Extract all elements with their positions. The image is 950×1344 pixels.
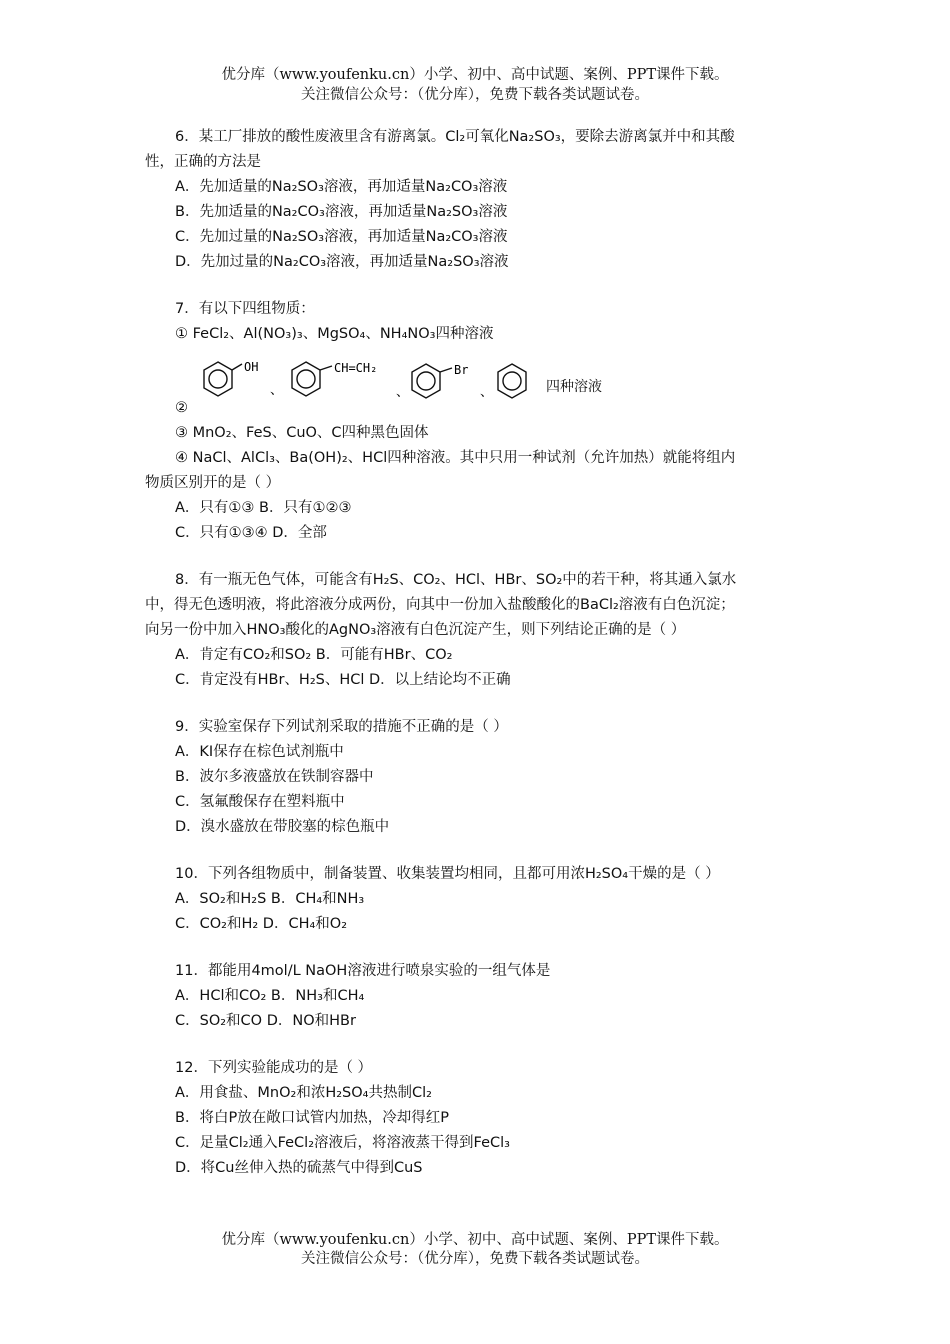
- q9-option-a: A．KI保存在棕色试剂瓶中: [175, 744, 344, 760]
- benzene-ring: [498, 364, 526, 398]
- q10-stem: 10．下列各组物质中，制备装置、收集装置均相同，且都可用浓H₂SO₄干燥的是（ ）: [175, 866, 720, 882]
- q9-stem: 9．实验室保存下列试剂采取的措施不正确的是（ ）: [175, 719, 508, 735]
- q12-option-a: A．用食盐、MnO₂和浓H₂SO₄共热制Cl₂: [175, 1085, 432, 1101]
- q12-stem: 12．下列实验能成功的是（ ）: [175, 1060, 373, 1076]
- header-line-1: 优分库（www.youfenku.cn）小学、初中、高中试题、案例、PPT课件下载。: [221, 67, 729, 83]
- footer-line-2: 关注微信公众号：（优分库），免费下载各类试题试卷。: [301, 1251, 649, 1267]
- q8-stem-3: 向另一份中加入HNO₃酸化的AgNO₃溶液有白色沉淀产生，则下列结论正确的是（ ）: [145, 622, 686, 638]
- q6-stem-1: 6．某工厂排放的酸性废液里含有游离氯。Cl₂可氧化Na₂SO₃，要除去游离氯并中和其酸: [175, 129, 735, 145]
- q12-option-d: D．将Cu丝伸入热的硫蒸气中得到CuS: [175, 1160, 423, 1176]
- q7-group-4-a: ④ NaCl、AlCl₃、Ba(OH)₂、HCl四种溶液。其中只用一种试剂（允许加热）就能将组内: [175, 450, 736, 466]
- header-line-2: 关注微信公众号：（优分库），免费下载各类试题试卷。: [301, 87, 649, 103]
- styrene-ring-circle: [297, 370, 315, 388]
- q9-option-c: C．氢氟酸保存在塑料瓶中: [175, 794, 345, 810]
- phenol-ring-circle: [209, 370, 227, 388]
- phenol-ring: [204, 362, 232, 396]
- q10-options-ab: A．SO₂和H₂S B．CH₄和NH₃: [175, 891, 365, 907]
- q8-options-ab: A．肯定有CO₂和SO₂ B．可能有HBr、CO₂: [175, 647, 453, 663]
- q12-option-b: B．将白P放在敞口试管内加热，冷却得红P: [175, 1110, 449, 1126]
- q6-option-b: B．先加适量的Na₂CO₃溶液，再加适量Na₂SO₃溶液: [175, 204, 508, 220]
- q7-group-1: ① FeCl₂、Al(NO₃)₃、MgSO₄、NH₄NO₃四种溶液: [175, 326, 494, 342]
- q9-option-d: D．溴水盛放在带胶塞的棕色瓶中: [175, 819, 390, 835]
- br-label: Br: [454, 363, 469, 377]
- q7-group-4-b: 物质区别开的是（ ）: [145, 475, 281, 491]
- bromobenzene-ring-circle: [417, 372, 435, 390]
- q9-option-b: B．波尔多液盛放在铁制容器中: [175, 769, 374, 785]
- q11-options-cd: C．SO₂和CO D．NO和HBr: [175, 1013, 356, 1029]
- q12-option-c: C．足量Cl₂通入FeCl₂溶液后，将溶液蒸干得到FeCl₃: [175, 1135, 510, 1151]
- q8-options-cd: C．肯定没有HBr、H₂S、HCl D．以上结论均不正确: [175, 672, 511, 688]
- separator-3: 、: [480, 385, 494, 400]
- separator-1: 、: [270, 383, 284, 398]
- q6-option-c: C．先加过量的Na₂SO₃溶液，再加适量Na₂CO₃溶液: [175, 229, 508, 245]
- vinyl-label: CH=CH₂: [334, 361, 378, 375]
- separator-2: 、: [396, 385, 410, 400]
- footer-line-1: 优分库（www.youfenku.cn）小学、初中、高中试题、案例、PPT课件下载。: [221, 1232, 729, 1248]
- bromobenzene-ring: [412, 364, 440, 398]
- q10-options-cd: C．CO₂和H₂ D．CH₄和O₂: [175, 916, 348, 932]
- q6-option-a: A．先加适量的Na₂SO₃溶液，再加适量Na₂CO₃溶液: [175, 179, 508, 195]
- styrene-ring: [292, 362, 320, 396]
- q7-structure-figure: [190, 352, 630, 414]
- q7-group-2-tail: 四种溶液: [546, 379, 602, 395]
- q8-stem-2: 中，得无色透明液，将此溶液分成两份，向其中一份加入盐酸酸化的BaCl₂溶液有白色沉淀；: [145, 597, 735, 613]
- q6-stem-2: 性，正确的方法是: [145, 154, 261, 170]
- q11-stem: 11．都能用4mol/L NaOH溶液进行喷泉实验的一组气体是: [175, 963, 551, 979]
- q7-group-2-label: ②: [175, 400, 188, 416]
- q7-options-cd: C．只有①③④ D．全部: [175, 525, 327, 541]
- q8-stem-1: 8．有一瓶无色气体，可能含有H₂S、CO₂、HCl、HBr、SO₂中的若干种，将其通入氯水: [175, 572, 737, 588]
- oh-label: OH: [244, 360, 259, 374]
- q7-options-ab: A．只有①③ B．只有①②③: [175, 500, 352, 516]
- q7-group-3: ③ MnO₂、FeS、CuO、C四种黑色固体: [175, 425, 429, 441]
- q7-stem: 7．有以下四组物质：: [175, 301, 315, 317]
- q6-option-d: D．先加过量的Na₂CO₃溶液，再加适量Na₂SO₃溶液: [175, 254, 509, 270]
- q11-options-ab: A．HCl和CO₂ B．NH₃和CH₄: [175, 988, 365, 1004]
- benzene-ring-circle: [503, 372, 521, 390]
